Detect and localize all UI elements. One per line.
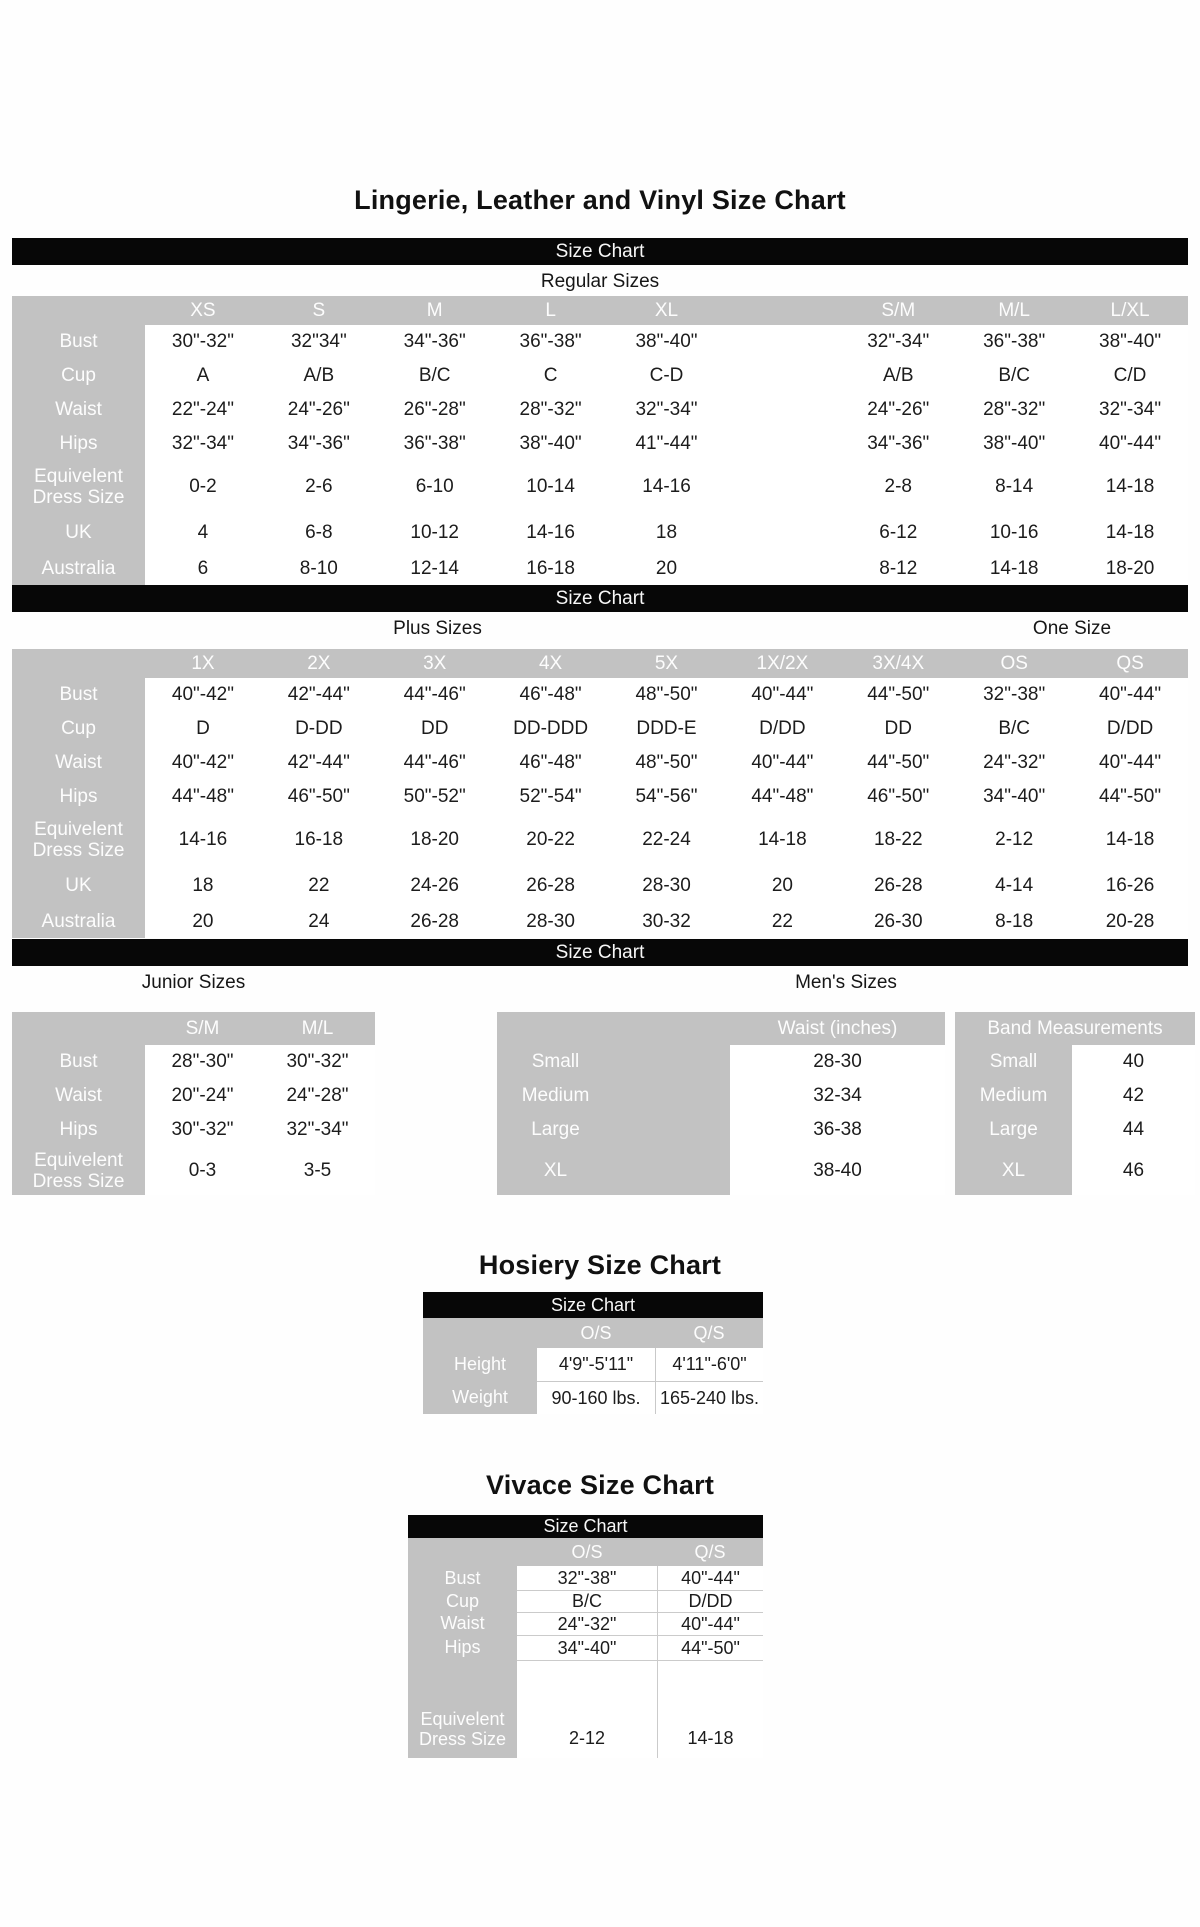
table-cell: 36"-38": [377, 427, 493, 461]
corner-cell: [12, 296, 145, 325]
table-cell: A/B: [840, 359, 956, 393]
table-cell: D: [145, 712, 261, 746]
table-cell: 44"-48": [724, 780, 840, 814]
table-cell: 40"-44": [1072, 678, 1188, 712]
column-header: [724, 296, 840, 325]
row-label: Equivelent Dress Size: [12, 461, 145, 513]
column-header: 5X: [609, 649, 725, 678]
corner-cell: [408, 1538, 517, 1566]
table-cell: D-DD: [261, 712, 377, 746]
corner-cell: [12, 1012, 145, 1045]
size-chart-bar: Size Chart: [12, 238, 1188, 265]
table-cell: D/DD: [657, 1590, 763, 1612]
table-cell: 24"-26": [261, 393, 377, 427]
table-cell: 40"-44": [657, 1612, 763, 1635]
table-cell: 14-18: [956, 553, 1072, 585]
table-cell: 14-16: [145, 814, 261, 866]
table-cell: 36"-38": [493, 325, 609, 359]
table-cell: 46"-50": [261, 780, 377, 814]
table-cell: 14-18: [724, 814, 840, 866]
table-cell: 16-18: [261, 814, 377, 866]
table-cell: 32"-34": [609, 393, 725, 427]
column-header: Band Measurements: [955, 1012, 1195, 1045]
row-label: Hips: [12, 1113, 145, 1147]
table-cell: 48"-50": [609, 746, 725, 780]
table-cell: 34"-36": [377, 325, 493, 359]
table-cell: 26-28: [840, 866, 956, 906]
column-header: OS: [956, 649, 1072, 678]
column-header: XS: [145, 296, 261, 325]
row-label: XL: [955, 1147, 1072, 1195]
table-cell: 18-20: [377, 814, 493, 866]
table-cell: 36-38: [730, 1113, 945, 1147]
table-cell: 40"-44": [657, 1566, 763, 1590]
table-cell: 34"-40": [517, 1635, 657, 1660]
row-label: Medium: [497, 1079, 730, 1113]
table-cell: 2-8: [840, 461, 956, 513]
table-cell: 6-10: [377, 461, 493, 513]
page-title: Lingerie, Leather and Vinyl Size Chart: [354, 185, 846, 216]
table-cell: 20-22: [493, 814, 609, 866]
table-cell: 20"-24": [145, 1079, 260, 1113]
table-cell: B/C: [377, 359, 493, 393]
table-cell: 42"-44": [261, 746, 377, 780]
column-header: L/XL: [1072, 296, 1188, 325]
table-cell: 10-12: [377, 513, 493, 553]
table-cell: C-D: [609, 359, 725, 393]
plus-sizes-heading: Plus Sizes: [393, 618, 482, 639]
spacer: [945, 1147, 955, 1195]
table-cell: 40"-44": [724, 678, 840, 712]
row-label: Height: [423, 1348, 537, 1381]
table-cell: 40"-44": [1072, 427, 1188, 461]
row-label: Equivelent Dress Size: [12, 1147, 145, 1195]
table-cell: 22-24: [609, 814, 725, 866]
table-cell: 52"-54": [493, 780, 609, 814]
regular-sizes-heading: Regular Sizes: [540, 271, 660, 292]
table-cell: DD: [377, 712, 493, 746]
table-cell: 14-18: [1072, 814, 1188, 866]
table-cell: 40"-42": [145, 746, 261, 780]
table-cell: 28-30: [609, 866, 725, 906]
row-label: Cup: [12, 712, 145, 746]
table-cell: 32"-38": [956, 678, 1072, 712]
table-cell: 28"-32": [493, 393, 609, 427]
size-chart-bar: Size Chart: [12, 939, 1188, 966]
row-label: Small: [497, 1045, 730, 1079]
table-cell: 42: [1072, 1079, 1195, 1113]
table-cell: 20: [145, 906, 261, 938]
table-cell: 54"-56": [609, 780, 725, 814]
column-header: S: [261, 296, 377, 325]
table-cell: 34"-36": [261, 427, 377, 461]
table-cell: 44: [1072, 1113, 1195, 1147]
vivace-title: Vivace Size Chart: [485, 1470, 715, 1501]
regular-sizes-table: [12, 296, 1188, 585]
row-label: Large: [497, 1113, 730, 1147]
table-cell: 44"-50": [657, 1635, 763, 1660]
table-cell: 30-32: [609, 906, 725, 938]
table-cell: 6: [145, 553, 261, 585]
table-cell: 38-40: [730, 1147, 945, 1195]
table-cell: 0-2: [145, 461, 261, 513]
table-cell: 165-240 lbs.: [655, 1381, 763, 1414]
table-cell: 26-30: [840, 906, 956, 938]
table-cell: 20-28: [1072, 906, 1188, 938]
row-label: Weight: [423, 1381, 537, 1414]
column-header: 4X: [493, 649, 609, 678]
table-cell: A: [145, 359, 261, 393]
row-label: XL: [497, 1147, 730, 1195]
row-label: Hips: [12, 780, 145, 814]
column-header: O/S: [537, 1318, 655, 1348]
size-chart-bar: Size Chart: [423, 1292, 763, 1318]
row-label: Waist: [12, 1079, 145, 1113]
table-cell: 32"-38": [517, 1566, 657, 1590]
table-cell: 18-22: [840, 814, 956, 866]
table-cell: 46"-48": [493, 746, 609, 780]
row-label: Small: [955, 1045, 1072, 1079]
table-cell: 32"-34": [145, 427, 261, 461]
row-label: Australia: [12, 906, 145, 938]
table-cell: 46: [1072, 1147, 1195, 1195]
column-header: 2X: [261, 649, 377, 678]
corner-cell: [497, 1012, 730, 1045]
table-cell: 18: [609, 513, 725, 553]
column-header: 1X/2X: [724, 649, 840, 678]
row-label: UK: [12, 513, 145, 553]
plus-sizes-table: [12, 649, 1188, 938]
table-cell: 4'9"-5'11": [537, 1348, 655, 1381]
table-cell: 24"-28": [260, 1079, 375, 1113]
table-cell: D/DD: [724, 712, 840, 746]
table-cell: DD-DDD: [493, 712, 609, 746]
table-cell: 38"-40": [956, 427, 1072, 461]
column-header: Q/S: [655, 1318, 763, 1348]
table-cell: 38"-40": [609, 325, 725, 359]
spacer: [945, 1045, 955, 1079]
column-header: O/S: [517, 1538, 657, 1566]
table-cell: 12-14: [377, 553, 493, 585]
table-cell: 2-12: [956, 814, 1072, 866]
table-cell: 44"-48": [145, 780, 261, 814]
column-header: M/L: [956, 296, 1072, 325]
table-cell: 14-18: [1072, 461, 1188, 513]
table-cell: 14-18: [657, 1700, 763, 1758]
table-cell: 30"-32": [145, 325, 261, 359]
row-label: Australia: [12, 553, 145, 585]
table-cell: 40"-44": [724, 746, 840, 780]
table-cell: 50"-52": [377, 780, 493, 814]
table-cell: 24"-32": [956, 746, 1072, 780]
table-cell: 16-18: [493, 553, 609, 585]
table-cell: 40"-42": [145, 678, 261, 712]
table-cell: 26"-28": [377, 393, 493, 427]
table-cell: 14-18: [1072, 513, 1188, 553]
table-cell: 28-30: [730, 1045, 945, 1079]
table-cell: 22"-24": [145, 393, 261, 427]
row-label: Cup: [408, 1590, 517, 1612]
row-label: Bust: [12, 325, 145, 359]
row-label: Bust: [12, 678, 145, 712]
table-cell: [517, 1660, 657, 1700]
table-cell: 8-10: [261, 553, 377, 585]
corner-cell: [423, 1318, 537, 1348]
table-cell: 40: [1072, 1045, 1195, 1079]
row-label: Medium: [955, 1079, 1072, 1113]
spacer: [945, 1079, 955, 1113]
table-cell: 10-14: [493, 461, 609, 513]
table-cell: D/DD: [1072, 712, 1188, 746]
table-cell: 8-18: [956, 906, 1072, 938]
hosiery-title: Hosiery Size Chart: [478, 1250, 722, 1281]
table-cell: DDD-E: [609, 712, 725, 746]
row-label: Cup: [12, 359, 145, 393]
table-cell: 14-16: [493, 513, 609, 553]
table-cell: 2-12: [517, 1700, 657, 1758]
hosiery-size-table: [423, 1318, 763, 1414]
table-cell: 4-14: [956, 866, 1072, 906]
table-cell: 24"-32": [517, 1612, 657, 1635]
row-label: Bust: [408, 1566, 517, 1590]
table-cell: 46"-48": [493, 678, 609, 712]
table-cell: 44"-50": [1072, 780, 1188, 814]
size-chart-bar: Size Chart: [408, 1515, 763, 1538]
table-cell: 10-16: [956, 513, 1072, 553]
table-cell: 48"-50": [609, 678, 725, 712]
table-cell: 40"-44": [1072, 746, 1188, 780]
table-cell: 30"-32": [260, 1045, 375, 1079]
table-cell: 90-160 lbs.: [537, 1381, 655, 1414]
table-cell: 8-12: [840, 553, 956, 585]
row-label: UK: [12, 866, 145, 906]
spacer: [945, 1012, 955, 1045]
row-label: Waist: [408, 1612, 517, 1635]
table-cell: 30"-32": [145, 1113, 260, 1147]
table-cell: 26-28: [377, 906, 493, 938]
junior-sizes-table: [12, 1012, 375, 1195]
table-cell: B/C: [517, 1590, 657, 1612]
column-header: M: [377, 296, 493, 325]
table-cell: [724, 513, 840, 553]
table-cell: 0-3: [145, 1147, 260, 1195]
table-cell: B/C: [956, 359, 1072, 393]
column-header: Q/S: [657, 1538, 763, 1566]
table-cell: 44"-50": [840, 678, 956, 712]
table-cell: 26-28: [493, 866, 609, 906]
table-cell: 32-34: [730, 1079, 945, 1113]
table-cell: C: [493, 359, 609, 393]
column-header: 3X/4X: [840, 649, 956, 678]
table-cell: 16-26: [1072, 866, 1188, 906]
table-cell: 22: [261, 866, 377, 906]
column-header: 1X: [145, 649, 261, 678]
table-cell: 24"-26": [840, 393, 956, 427]
table-cell: B/C: [956, 712, 1072, 746]
column-header: L: [493, 296, 609, 325]
table-cell: 6-12: [840, 513, 956, 553]
table-cell: 44"-46": [377, 678, 493, 712]
table-cell: 34"-40": [956, 780, 1072, 814]
column-header: M/L: [260, 1012, 375, 1045]
row-label: Waist: [12, 746, 145, 780]
table-cell: 38"-40": [1072, 325, 1188, 359]
row-label: Bust: [12, 1045, 145, 1079]
column-header: S/M: [145, 1012, 260, 1045]
mens-sizes-table: [497, 1012, 1195, 1195]
table-cell: 28"-32": [956, 393, 1072, 427]
table-cell: 8-14: [956, 461, 1072, 513]
table-cell: 34"-36": [840, 427, 956, 461]
size-chart-bar: Size Chart: [12, 585, 1188, 612]
table-cell: [657, 1660, 763, 1700]
row-label: [408, 1660, 517, 1700]
table-cell: 6-8: [261, 513, 377, 553]
table-cell: 2-6: [261, 461, 377, 513]
corner-cell: [12, 649, 145, 678]
row-label: Large: [955, 1113, 1072, 1147]
table-cell: 36"-38": [956, 325, 1072, 359]
table-cell: 4'11"-6'0": [655, 1348, 763, 1381]
table-cell: [724, 325, 840, 359]
table-cell: A/B: [261, 359, 377, 393]
table-cell: 24-26: [377, 866, 493, 906]
table-cell: 28-30: [493, 906, 609, 938]
table-cell: 32"-34": [1072, 393, 1188, 427]
row-label: Hips: [408, 1635, 517, 1660]
table-cell: 46"-50": [840, 780, 956, 814]
table-cell: 20: [724, 866, 840, 906]
one-size-heading: One Size: [1032, 618, 1112, 639]
column-header: QS: [1072, 649, 1188, 678]
column-header: Waist (inches): [730, 1012, 945, 1045]
table-cell: 44"-46": [377, 746, 493, 780]
table-cell: [724, 553, 840, 585]
table-cell: 32"-34": [840, 325, 956, 359]
table-cell: 42"-44": [261, 678, 377, 712]
table-cell: 24: [261, 906, 377, 938]
table-cell: [724, 461, 840, 513]
row-label: Equivelent Dress Size: [408, 1700, 517, 1758]
row-label: Hips: [12, 427, 145, 461]
table-cell: [724, 427, 840, 461]
junior-sizes-heading: Junior Sizes: [141, 972, 246, 993]
table-cell: 28"-30": [145, 1045, 260, 1079]
column-header: 3X: [377, 649, 493, 678]
table-cell: 20: [609, 553, 725, 585]
table-cell: 22: [724, 906, 840, 938]
table-cell: 14-16: [609, 461, 725, 513]
spacer: [945, 1113, 955, 1147]
table-cell: 44"-50": [840, 746, 956, 780]
table-cell: C/D: [1072, 359, 1188, 393]
column-header: S/M: [840, 296, 956, 325]
table-cell: [724, 393, 840, 427]
table-cell: 3-5: [260, 1147, 375, 1195]
table-cell: [724, 359, 840, 393]
table-cell: 4: [145, 513, 261, 553]
table-cell: 41"-44": [609, 427, 725, 461]
table-cell: 32"-34": [260, 1113, 375, 1147]
table-cell: 18-20: [1072, 553, 1188, 585]
mens-sizes-heading: Men's Sizes: [795, 972, 897, 993]
table-cell: DD: [840, 712, 956, 746]
table-cell: 38"-40": [493, 427, 609, 461]
vivace-size-table: [408, 1538, 763, 1758]
table-cell: 32"34": [261, 325, 377, 359]
column-header: XL: [609, 296, 725, 325]
row-label: Equivelent Dress Size: [12, 814, 145, 866]
table-cell: 18: [145, 866, 261, 906]
row-label: Waist: [12, 393, 145, 427]
